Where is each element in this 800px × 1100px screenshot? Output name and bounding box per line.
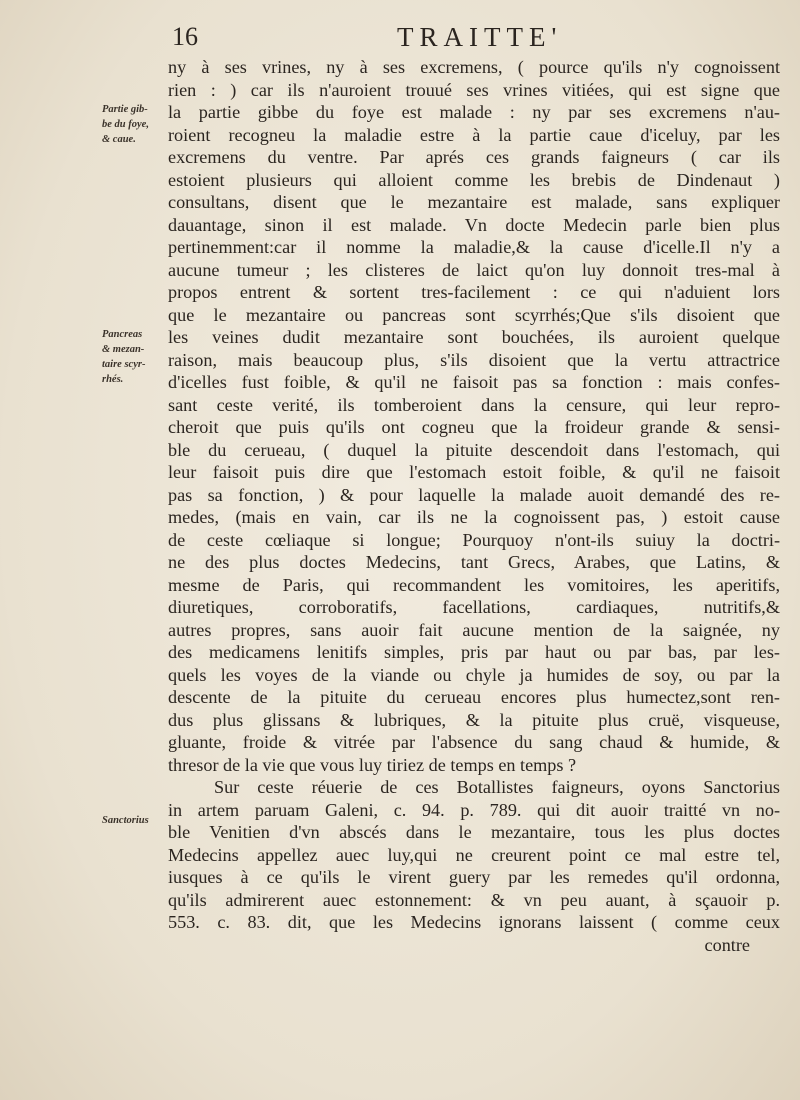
margin-note-partie-gibbe — [102, 102, 172, 147]
text-line: ny à ses vrines, ny à ses excremens, ( pource qu'ils n'y cognoissent — [168, 57, 780, 77]
text-line: ble Venitien d'vn abscés dans le mezantaire, tous les plus doctes — [168, 822, 780, 842]
body-text — [168, 56, 780, 956]
text-line: dauantage, sinon il est malade. Vn docte Medecin parle bien plus — [168, 214, 780, 235]
text-line: excremens du ventre. Par aprés ces grands faigneurs ( car ils — [168, 147, 780, 167]
text-line: les veines dudit mezantaire sont bouchées, ils auroient quelque — [168, 327, 780, 347]
text-line: Medecins appellez auec luy,qui ne creurent point ce mal estre tel, — [168, 844, 780, 865]
text-line: consultans, disent que le mezantaire est malade, sans expliquer — [168, 192, 780, 212]
text-line: propos entrent & sortent tres-facilement : ce qui n'aduient lors — [168, 282, 780, 302]
text-line: ble du cerueau, ( duquel la pituite descendoit dans l'estomach, qui — [168, 439, 780, 460]
text-line: diuretiques, corroboratifs, facellations, cardiaques, nutritifs,& — [168, 597, 780, 617]
margin-note-line: be du foye, — [102, 119, 149, 130]
text-line: que le mezantaire ou pancreas sont scyrrhés;Que s'ils disoient que — [168, 304, 780, 325]
text-line: quels les voyes de la viande ou chyle ja humides de soy, ou par la — [168, 664, 780, 685]
text-line: cheroit que puis qu'ils ont cogneu que la froideur grande & sensi- — [168, 417, 780, 437]
text-line: estoient plusieurs qui alloient comme les brebis de Dindenaut ) — [168, 169, 780, 190]
text-line: pertinemment:car il nomme la maladie,& la cause d'icelle.Il n'y a — [168, 237, 780, 257]
text-line: raison, mais beaucoup plus, s'ils disoient que la vertu attractrice — [168, 349, 780, 370]
margin-note-line: & caue. — [102, 134, 136, 145]
text-line: aucune tumeur ; les clisteres de laict qu'on luy donnoit tres-mal à — [168, 259, 780, 280]
text-line: medes, (mais en vain, car ils ne la cognoissent pas, ) estoit cause — [168, 507, 780, 527]
text-line: dus plus glissans & lubriques, & la pituite plus cruë, visqueuse, — [168, 709, 780, 730]
text-line: de ceste cœliaque si longue; Pourquoy n'ont-ils suiuy la doctri- — [168, 529, 780, 550]
text-line: pas sa fonction, ) & pour laquelle la malade auoit demandé des re- — [168, 484, 780, 505]
text-line: qu'ils admirerent auec estonnement: & vn peu auant, à sçauoir p. — [168, 889, 780, 910]
text-line: d'icelles fust foible, & qu'il ne faisoit pas sa fonction : mais confes- — [168, 372, 780, 392]
margin-note-line: Pancreas — [102, 329, 143, 340]
page-header — [172, 20, 772, 56]
page-number: 16 — [172, 22, 198, 51]
text-line: thresor de la vie que vous luy tiriez de temps en temps ? — [168, 754, 577, 775]
margin-note-line: Sanctorius — [102, 815, 149, 826]
text-line: 553. c. 83. dit, que les Medecins ignorans laissent ( comme ceux — [168, 912, 780, 932]
margin-note-sanctorius — [102, 813, 172, 828]
text-line: mesme de Paris, qui recommandent les vomitoires, les aperitifs, — [168, 574, 780, 595]
text-line: autres propres, sans auoir fait aucune mention de la saignée, ny — [168, 619, 780, 640]
margin-note-line: & mezan- — [102, 344, 145, 355]
text-line: roient recogneu la maladie estre à la partie caue d'iceluy, par les — [168, 124, 780, 145]
running-title: TRAITTE' — [397, 22, 563, 52]
text-line: leur faisoit puis dire que l'estomach estoit foible, & qu'il ne faisoit — [168, 462, 780, 482]
text-line: ne des plus doctes Medecins, tant Grecs, Arabes, que Latins, & — [168, 552, 780, 572]
text-line: la partie gibbe du foye est malade : ny par ses excremens n'au- — [168, 102, 780, 122]
margin-note-pancreas — [102, 327, 172, 387]
text-line: Sur ceste réuerie de ces Botallistes faigneurs, oyons Sanctorius — [214, 777, 780, 797]
text-line: descente de la pituite du cerueau encores plus humectez,sont ren- — [168, 687, 780, 707]
text-line: iusques à ce qu'ils le virent guery par les remedes qu'il ordonna, — [168, 867, 780, 887]
margin-note-line: rhés. — [102, 374, 124, 385]
margin-note-line: Partie gib- — [102, 104, 148, 115]
catchword: contre — [704, 934, 750, 955]
text-line: in artem paruam Galeni, c. 94. p. 789. qui dit auoir traitté vn no- — [168, 799, 780, 820]
text-line: des medicamens lenitifs simples, pris par haut ou par bas, par les- — [168, 642, 780, 662]
text-line: rien : ) car ils n'auroient trouué ses vrines vitiées, qui est signe que — [168, 79, 780, 100]
text-line: gluante, froide & vitrée par l'absence du sang chaud & humide, & — [168, 732, 780, 752]
margin-note-line: taire scyr- — [102, 359, 146, 370]
text-line: sant ceste verité, ils tomberoient dans la censure, qui leur repro- — [168, 394, 780, 415]
